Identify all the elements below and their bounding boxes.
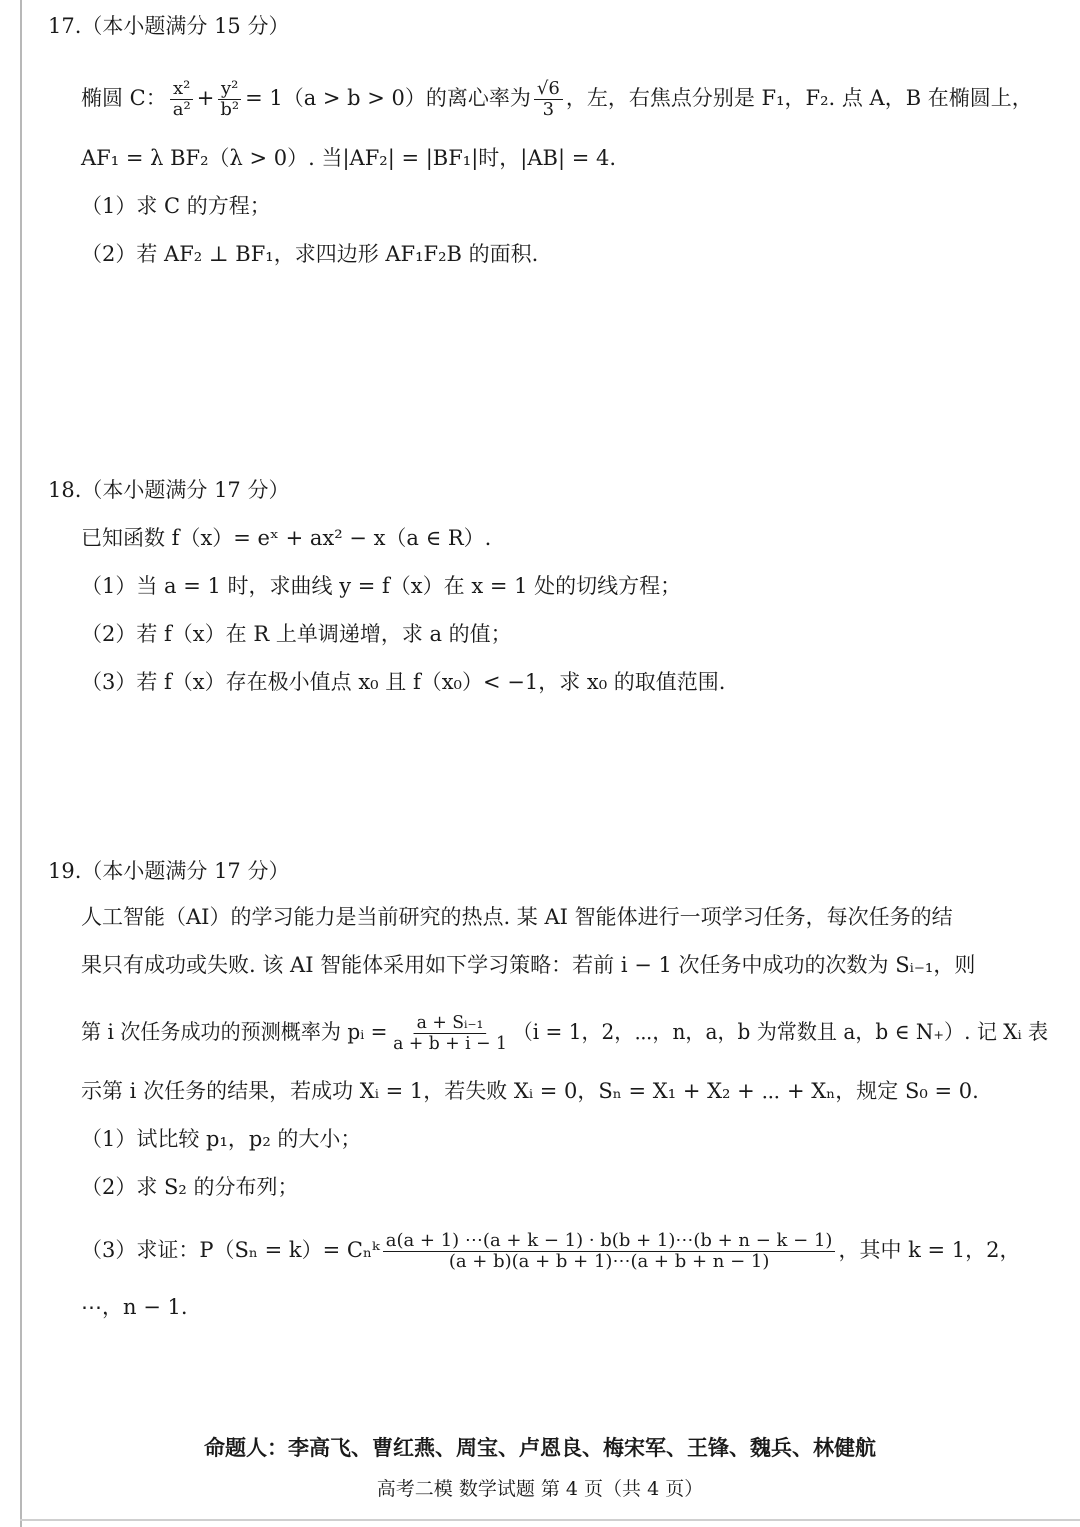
q19-text: （i = 1，2，⋯，n，a，b 为常数且 a，b ∈ N₊）. 记 Xᵢ 表 [512, 1020, 1049, 1044]
q18-part-2: （2）若 f（x）在 R 上单调递增，求 a 的值； [81, 622, 512, 646]
q19-part-2: （2）求 S₂ 的分布列； [81, 1175, 299, 1199]
q19-text: （3）求证：P（Sₙ = k）= Cₙᵏ [81, 1238, 380, 1262]
q19-line-4: 示第 i 次任务的结果，若成功 Xᵢ = 1，若失败 Xᵢ = 0，Sₙ = X₁ + X₂ + ⋯ + Xₙ，规定 S₀ = 0. [81, 1079, 979, 1103]
q17-text: = 1（a > b > 0）的离心率为 [245, 86, 531, 110]
fraction-y2-b2: $\frac{\text{y²}}{\text{b²}}$ [217, 79, 242, 120]
q19-part-3-cont: ⋯，n − 1. [81, 1295, 188, 1319]
plus-sign: + [196, 86, 215, 110]
q19-text: 第 i 次任务成功的预测概率为 pᵢ = [81, 1020, 388, 1044]
fraction-distribution: $\frac{a(a + 1) \cdots(a + k - 1) \cdot b(b + 1)\cdots(b + n - k - 1)}{(a + b)(a + b + 1)\cdots(a + b + n - 1)}$ [383, 1231, 836, 1272]
page-footer: 高考二模 数学试题 第 4 页（共 4 页） [376, 1478, 704, 1500]
q17-text: 椭圆 C： [81, 86, 167, 110]
q18-part-3: （3）若 f（x）存在极小值点 x₀ 且 f（x₀）< −1，求 x₀ 的取值范围. [81, 670, 726, 694]
q19-heading: 19.（本小题满分 17 分） [48, 859, 290, 883]
q17-part-1: （1）求 C 的方程； [81, 194, 271, 218]
authors-line: 命题人：李高飞、曹红燕、周宝、卢恩良、梅宋军、王锋、魏兵、林健航 [204, 1436, 876, 1460]
q17-line-1 [81, 79, 1033, 120]
page-left-edge [20, 0, 22, 1527]
q18-part-1: （1）当 a = 1 时，求曲线 y = f（x）在 x = 1 处的切线方程； [81, 574, 682, 598]
q19-line-3 [81, 1013, 1048, 1054]
q19-line-2: 果只有成功或失败. 该 AI 智能体采用如下学习策略：若前 i − 1 次任务中成功的次数为 Sᵢ₋₁，则 [81, 953, 976, 977]
fraction-probability: $\frac{\text{a + Sᵢ₋₁}}{a + b + i - 1}$ [393, 1012, 507, 1054]
q19-line-1: 人工智能（AI）的学习能力是当前研究的热点. 某 AI 智能体进行一项学习任务，每次任务的结 [81, 905, 953, 929]
q18-line-1: 已知函数 f（x）= eˣ + ax² − x（a ∈ R）. [81, 526, 492, 550]
fraction-eccentricity: $\frac{√6}{3}$ [534, 79, 563, 120]
q19-part-1: （1）试比较 p₁，p₂ 的大小； [81, 1127, 362, 1151]
q19-part-3 [81, 1231, 1021, 1272]
q19-text: ，其中 k = 1，2， [838, 1238, 1021, 1262]
q18-heading: 18.（本小题满分 17 分） [48, 478, 290, 502]
q17-heading: 17.（本小题满分 15 分） [48, 14, 290, 38]
q17-text: ，左，右焦点分别是 F₁，F₂. 点 A，B 在椭圆上， [565, 86, 1033, 110]
fraction-x2-a2: $\frac{\text{x²}}{\text{a²}}$ [170, 79, 194, 120]
page-bottom-edge [20, 1519, 1080, 1521]
q17-line-2: AF₁ = λ BF₂（λ > 0）. 当|AF₂| = |BF₁|时，|AB| = 4. [81, 146, 617, 170]
q17-part-2: （2）若 AF₂ ⊥ BF₁，求四边形 AF₁F₂B 的面积. [81, 242, 539, 266]
